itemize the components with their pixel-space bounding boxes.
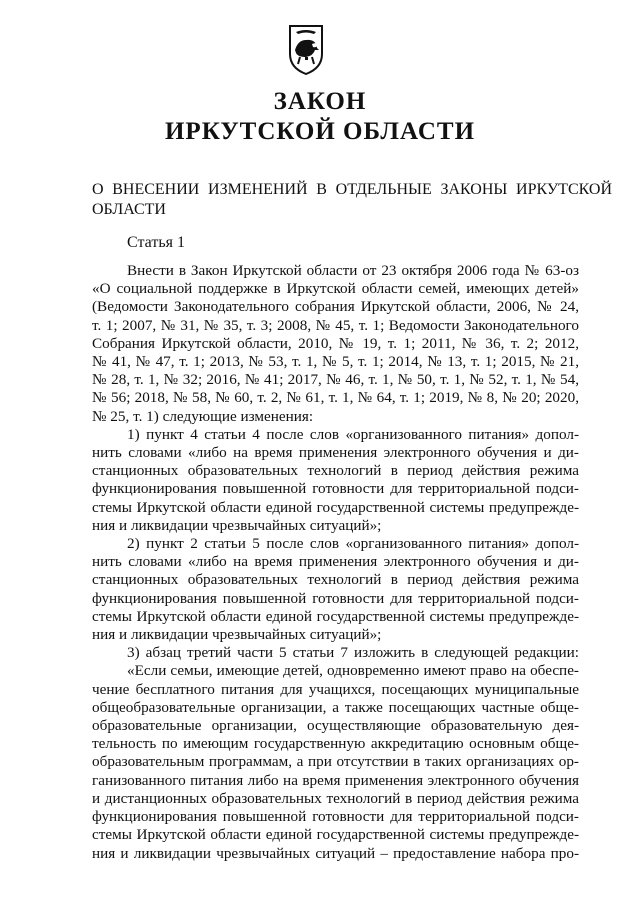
text-line: станционных образовательных технологий в период действия режима: [92, 571, 579, 589]
article-heading: Статья 1: [127, 234, 185, 251]
text-line: и дистанционных образовательных технологий в период действия режима: [92, 789, 579, 807]
text-line: тельность по имеющим государственную аккредитацию основным обще-: [92, 735, 579, 753]
text-line: стемы Иркутской области единой государственной системы предупрежде-: [92, 607, 579, 625]
law-subtitle: О ВНЕСЕНИИ ИЗМЕНЕНИЙ В ОТДЕЛЬНЫЕ ЗАКОНЫ ИРКУТСКОЙ ОБЛАСТИ: [92, 181, 612, 218]
text-line: (Ведомости Законодательного собрания Иркутской области, 2006, № 24,: [92, 298, 579, 316]
text-line: общеобразовательные организации, а также посещающих частные обще-: [92, 698, 579, 716]
text-line: нить словами «либо на время применения электронного обучения и ди-: [92, 553, 579, 571]
text-line: Собрания Иркутской области, 2010, № 19, т. 1; 2011, № 36, т. 2; 2012,: [92, 334, 579, 352]
text-line: 1) пункт 4 статьи 4 после слов «организованного питания» допол-: [127, 425, 579, 443]
text-line: «О социальной поддержке в Иркутской области семей, имеющих детей»: [92, 280, 579, 298]
text-line: нить словами «либо на время применения электронного обучения и ди-: [92, 444, 579, 462]
text-line: функционирования повышенной готовности для территориальной подси-: [92, 480, 579, 498]
text-line: № 25, т. 1) следующие изменения:: [92, 407, 314, 425]
text-line: функционирования повышенной готовности для территориальной подси-: [92, 589, 579, 607]
text-line: «Если семьи, имеющие детей, одновременно имеют право на обеспе-: [127, 662, 579, 680]
text-line: ния и ликвидации чрезвычайных ситуаций»;: [92, 626, 382, 644]
text-line: № 56; 2018, № 58, № 60, т. 2, № 61, т. 1, № 64, т. 1; 2019, № 8, № 20; 2020,: [92, 389, 579, 407]
text-line: образовательные организации, осуществляющие образовательную дея-: [92, 717, 579, 735]
text-line: ганизованного питания либо на время применения электронного обучения: [92, 771, 579, 789]
text-line: № 41, № 47, т. 1; 2013, № 53, т. 1, № 5, т. 1; 2014, № 13, т. 1; 2015, № 21,: [92, 353, 579, 371]
text-line: ния и ликвидации чрезвычайных ситуаций – предоставление набора про-: [92, 844, 579, 862]
region-title: ИРКУТСКОЙ ОБЛАСТИ: [164, 118, 476, 145]
text-line: стемы Иркутской области единой государственной системы предупрежде-: [92, 498, 579, 516]
text-line: ния и ликвидации чрезвычайных ситуаций»;: [92, 516, 382, 534]
law-body-text: [92, 262, 579, 863]
text-line: № 28, т. 1, № 32; 2016, № 41; 2017, № 46, т. 1, № 50, т. 1, № 52, т. 1, № 54,: [92, 371, 579, 389]
text-line: Внести в Закон Иркутской области от 23 октября 2006 года № 63-оз: [127, 262, 579, 279]
text-line: функционирования повышенной готовности для территориальной подси-: [92, 808, 579, 826]
text-line: т. 1; 2007, № 31, № 35, т. 3; 2008, № 45, т. 1; Ведомости Законодательного: [92, 316, 579, 334]
text-line: стемы Иркутской области единой государственной системы предупрежде-: [92, 826, 579, 844]
law-title: ЗАКОН: [273, 88, 367, 115]
text-line: образовательным программам, а при отсутствии в таких организациях ор-: [92, 753, 579, 771]
text-line: 2) пункт 2 статьи 5 после слов «организованного питания» допол-: [127, 535, 579, 553]
text-line: чение бесплатного питания для учащихся, посещающих муниципальные: [92, 680, 579, 698]
text-line: 3) абзац третий части 5 статьи 7 изложить в следующей редакции:: [127, 644, 579, 662]
coat-of-arms-emblem: [286, 20, 326, 76]
text-line: станционных образовательных технологий в период действия режима: [92, 462, 579, 480]
